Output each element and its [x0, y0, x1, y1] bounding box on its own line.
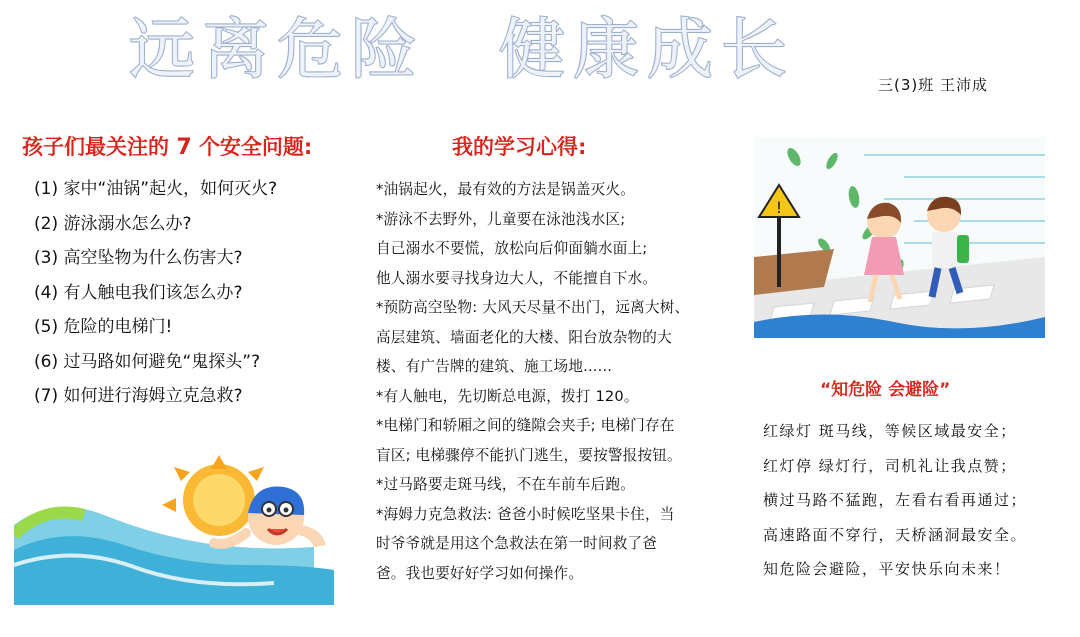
note-line: 高层建筑、墙面老化的大楼、阳台放杂物的大 [376, 328, 672, 346]
rhyme-line: 红绿灯 斑马线，等候区域最安全； [763, 422, 1017, 440]
rhyme-line: 高速路面不穿行，天桥涵洞最安全。 [763, 525, 1028, 544]
question-list [34, 172, 277, 414]
children-crossing-illustration [754, 137, 1045, 338]
question-item: (5) 危险的电梯门! [34, 317, 173, 337]
note-line: 盲区; 电梯骤停不能扒门逃生，要按警报按钮。 [376, 446, 682, 464]
note-line: *过马路要走斑马线，不在车前车后跑。 [376, 476, 635, 493]
rhyme-line: 横过马路不猛跑，左看右看再通过； [763, 491, 1028, 509]
note-line: 爸。我也要好好学习如何操作。 [376, 564, 584, 582]
notes-list [376, 175, 721, 588]
safety-rhyme-heading: “知危险 会避险” [820, 380, 951, 400]
note-line: *有人触电，先切断总电源，拨打 120。 [376, 387, 639, 405]
question-item: (3) 高空坠物为什么伤害大? [34, 248, 243, 268]
question-item: (1) 家中“油锅”起火，如何灭火? [34, 179, 278, 199]
question-item: (4) 有人触电我们该怎么办? [34, 282, 243, 303]
note-line: 他人溺水要寻找身边大人，不能擅自下水。 [376, 269, 658, 287]
question-item: (7) 如何进行海姆立克急救? [34, 386, 243, 406]
questions-heading-num: 7 [176, 135, 192, 160]
note-line: *电梯门和轿厢之间的缝隙会夹手; 电梯门存在 [376, 417, 675, 434]
questions-heading-pre: 孩子们最关注的 [22, 135, 169, 159]
rhyme-line: 知危险会避险，平安快乐向未来！ [763, 560, 1011, 578]
author-label: 三(3)班 王沛成 [878, 76, 989, 94]
rhyme-line: 红灯停 绿灯行，司机礼让我点赞； [763, 456, 1017, 475]
note-line: *油锅起火，最有效的方法是锅盖灭火。 [376, 181, 635, 198]
question-item: (6) 过马路如何避免“鬼探头”? [34, 351, 261, 372]
questions-heading-post: 个安全问题: [198, 135, 313, 159]
question-item: (2) 游泳溺水怎么办? [34, 213, 192, 234]
note-line: *海姆力克急救法: 爸爸小时候吃坚果卡住，当 [376, 505, 675, 523]
notes-heading: 我的学习心得: [452, 135, 587, 159]
note-line: 楼、有广告牌的建筑、施工场地...... [376, 358, 613, 375]
svg-text:!: ! [775, 198, 783, 217]
swimming-boy-illustration [14, 455, 334, 605]
note-line: 自己溺水不要慌，放松向后仰面躺水面上; [376, 240, 648, 257]
title-text: 远离危险 健康成长 [129, 11, 795, 86]
note-line: *游泳不去野外，儿童要在泳池浅水区; [376, 210, 626, 228]
safety-rhyme [763, 414, 1027, 587]
questions-heading [22, 131, 312, 161]
note-line: *预防高空坠物: 大风天尽量不出门，远离大树、 [376, 299, 690, 316]
note-line: 时爷爷就是用这个急救法在第一时间救了爸 [376, 535, 658, 552]
